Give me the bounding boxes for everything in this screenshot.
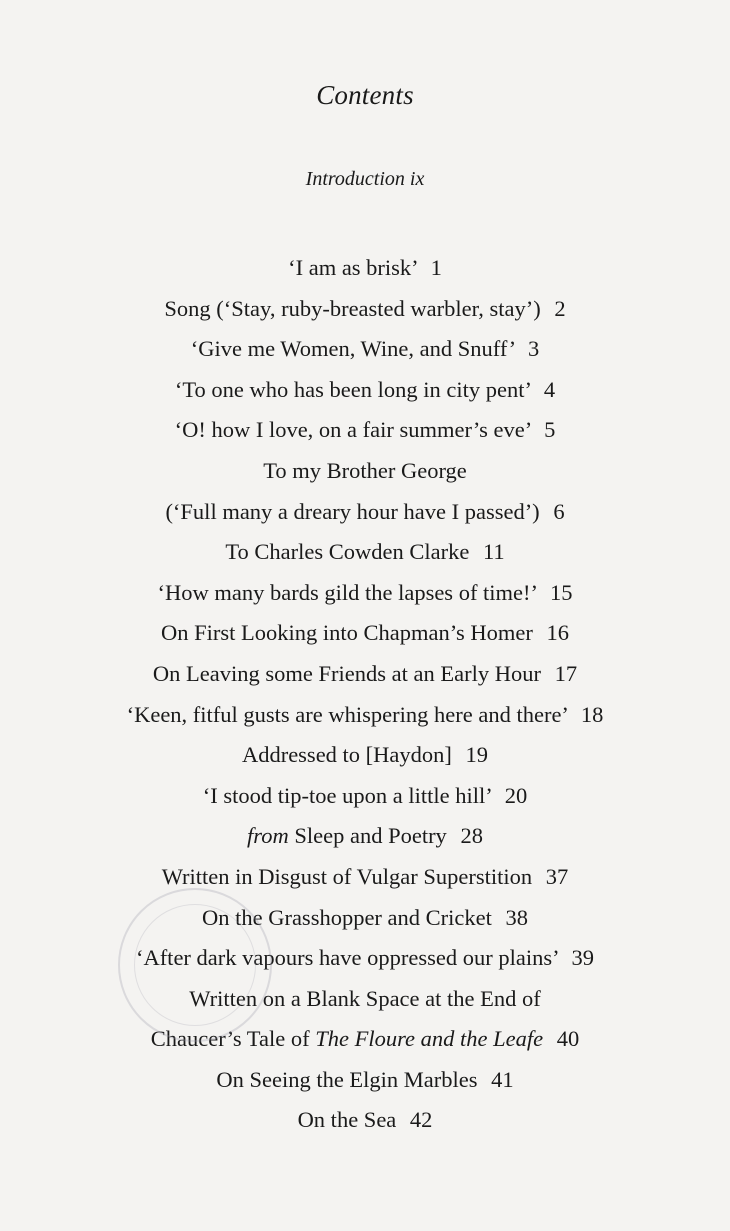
entry-page: 5: [544, 417, 556, 443]
entry-page: 18: [580, 701, 604, 727]
toc-entry[interactable]: [0, 816, 730, 857]
toc-entry[interactable]: [0, 1060, 730, 1101]
toc-entry[interactable]: [0, 532, 730, 573]
entry-title: ‘I am as brisk’: [288, 255, 418, 280]
entry-page: 40: [556, 1026, 580, 1052]
page-title: Contents: [316, 80, 414, 110]
entry-title: On Seeing the Elgin Marbles: [216, 1066, 478, 1092]
toc-entry[interactable]: [0, 289, 730, 330]
toc-entry[interactable]: [0, 410, 730, 451]
entry-subtitle: Chaucer’s Tale of: [150, 1026, 310, 1052]
entry-page: 6: [553, 498, 565, 524]
entry-title: To my Brother George: [263, 457, 467, 483]
toc-entry[interactable]: [0, 857, 730, 898]
entry-page: 19: [465, 742, 489, 768]
entry-title: ‘Give me Women, Wine, and Snuff’: [190, 336, 515, 362]
entry-title: Written in Disgust of Vulgar Superstition: [161, 863, 533, 889]
entry-page: 4: [543, 376, 556, 402]
toc-entry[interactable]: [0, 776, 730, 817]
entry-page: 42: [409, 1107, 433, 1133]
toc-entry[interactable]: [0, 735, 730, 776]
entry-title: On Leaving some Friends at an Early Hour: [152, 660, 541, 686]
toc-entry[interactable]: [0, 695, 730, 736]
entry-title: On the Sea: [297, 1107, 397, 1133]
entry-title: ‘Keen, fitful gusts are whispering here and there’: [126, 701, 568, 727]
toc-list: [0, 248, 730, 1141]
toc-intro[interactable]: [0, 168, 730, 191]
entry-subtitle-italic: The Floure and the Leafe: [315, 1026, 544, 1052]
entry-page: 2: [554, 295, 566, 321]
toc-entry[interactable]: [0, 979, 730, 1060]
entry-title: On the Grasshopper and Cricket: [201, 904, 492, 930]
toc-entry[interactable]: [0, 613, 730, 654]
entry-title: To Charles Cowden Clarke: [225, 539, 470, 565]
entry-page: 37: [545, 863, 569, 889]
entry-title: Song (‘Stay, ruby-breasted warbler, stay’): [164, 295, 541, 321]
intro-label: Introduction: [305, 168, 405, 190]
entry-page: 1: [430, 255, 442, 280]
intro-page: ix: [409, 168, 425, 190]
entry-title: ‘How many bards gild the lapses of time!’: [157, 579, 537, 605]
entry-title: Written on a Blank Space at the End of: [189, 985, 541, 1011]
entry-page: 41: [491, 1066, 514, 1092]
entry-title: On First Looking into Chapman’s Homer: [161, 620, 533, 646]
entry-page: 16: [546, 620, 569, 646]
toc-entry[interactable]: [0, 1100, 730, 1141]
entry-page: 17: [554, 660, 578, 686]
entry-title: ‘O! how I love, on a fair summer’s eve’: [174, 417, 531, 443]
toc-entry[interactable]: [0, 573, 730, 614]
entry-title: ‘To one who has been long in city pent’: [174, 376, 531, 402]
entry-page: 38: [505, 904, 529, 930]
entry-page: 20: [504, 782, 528, 808]
entry-title: Sleep and Poetry: [294, 823, 447, 849]
toc-entry[interactable]: [0, 248, 730, 289]
entry-title: ‘I stood tip-toe upon a little hill’: [202, 782, 492, 808]
toc-entry[interactable]: [0, 329, 730, 370]
entry-page: 11: [482, 539, 505, 565]
toc-entry[interactable]: [0, 938, 730, 979]
entry-page: 15: [550, 579, 573, 605]
entry-subtitle-line: [0, 492, 730, 533]
entry-title: ‘After dark vapours have oppressed our plains’: [135, 945, 558, 971]
entry-page: 39: [571, 945, 595, 971]
entry-subtitle-line: [0, 1019, 730, 1060]
entry-page: 28: [460, 823, 483, 849]
toc-entry[interactable]: [0, 898, 730, 939]
toc-entry[interactable]: [0, 654, 730, 695]
entry-page: 3: [528, 336, 540, 362]
toc-entry[interactable]: [0, 451, 730, 532]
toc-entry[interactable]: [0, 370, 730, 411]
entry-subtitle: (‘Full many a dreary hour have I passed’): [165, 498, 540, 524]
entry-prefix: from: [247, 823, 289, 849]
entry-title: Addressed to [Haydon]: [241, 742, 452, 768]
